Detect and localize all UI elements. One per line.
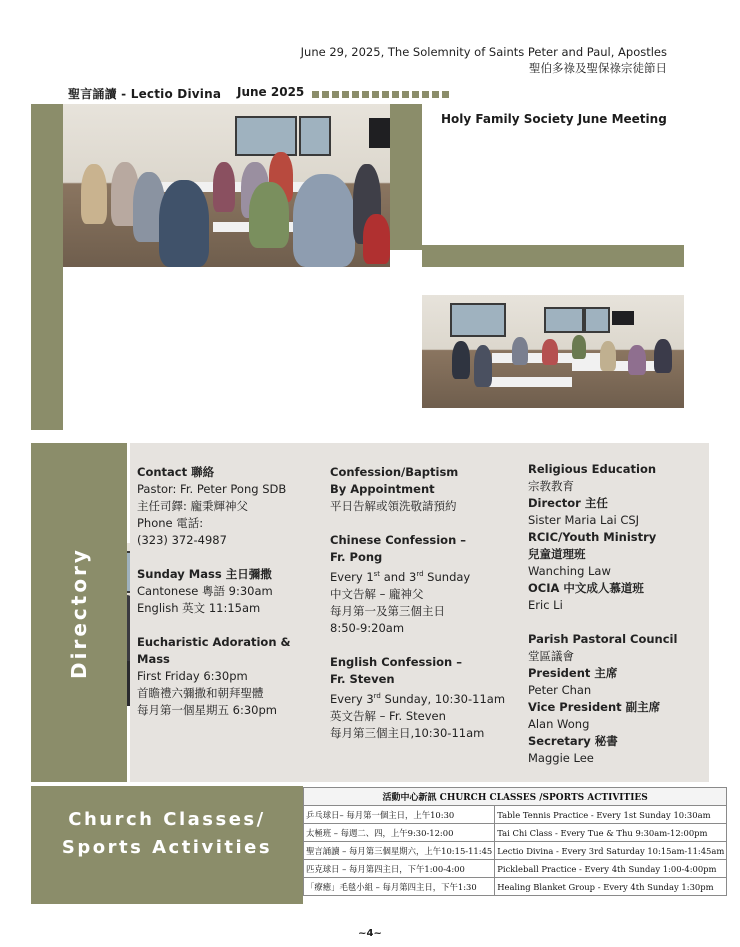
confession-title-line2: By Appointment bbox=[330, 482, 435, 496]
church-classes-heading: Church Classes/ Sports Activities bbox=[61, 809, 273, 858]
first-friday-time: First Friday 6:30pm bbox=[137, 669, 248, 683]
lectio-divina-photo bbox=[63, 104, 390, 267]
director-label: Director 主任 bbox=[528, 496, 608, 510]
chinese-confession-schedule: Every 1st and 3rd Sunday bbox=[330, 569, 471, 584]
first-friday-monthly-cn: 每月第一個星期五 6:30pm bbox=[137, 703, 277, 717]
ocia-label: OCIA 中文成人慕道班 bbox=[528, 581, 644, 595]
religious-education-cn: 宗教教育 bbox=[528, 479, 574, 493]
chinese-confession-time: 8:50-9:20am bbox=[330, 620, 405, 635]
secretary-label: Secretary 秘書 bbox=[528, 734, 618, 748]
vice-president-name: Alan Wong bbox=[528, 717, 590, 731]
english-confession-title-line1: English Confession – bbox=[330, 654, 462, 669]
activity-en: Lectio Divina - Every 3rd Saturday 10:15am-11:45am bbox=[495, 842, 727, 860]
activities-table-header: 活動中心新訊 CHURCH CLASSES /SPORTS ACTIVITIES bbox=[304, 788, 727, 806]
directory-column-confession bbox=[330, 464, 525, 742]
pastor-name: Pastor: Fr. Peter Pong SDB bbox=[137, 482, 287, 496]
rcic-label: RCIC/Youth Ministry bbox=[528, 530, 657, 544]
chinese-confession-title-line2: Fr. Pong bbox=[330, 550, 383, 564]
english-confession-cn: 英文告解 – Fr. Steven bbox=[330, 708, 446, 723]
page-number: ~4~ bbox=[358, 928, 382, 939]
president-label: President 主席 bbox=[528, 666, 618, 680]
activity-en: Pickleball Practice - Every 4th Sunday 1:00-4:00pm bbox=[495, 860, 727, 878]
ocia-name: Eric Li bbox=[528, 598, 563, 612]
activity-cn: 太極班 – 每週二、四，上午9:30-12:00 bbox=[304, 824, 495, 842]
english-confession-cn2: 每月第三個主日,10:30-11am bbox=[330, 725, 485, 740]
activities-table-wrap bbox=[303, 787, 725, 896]
english-mass-time: English 英文 11:15am bbox=[137, 601, 261, 615]
english-confession-schedule: Every 3rd Sunday, 10:30-11am bbox=[330, 691, 506, 706]
cantonese-mass-time: Cantonese 粵語 9:30am bbox=[137, 584, 273, 598]
activity-en: Healing Blanket Group - Every 4th Sunday 1:30pm bbox=[495, 878, 727, 896]
holy-family-title: Holy Family Society June Meeting bbox=[441, 112, 667, 126]
phone-number: (323) 372-4987 bbox=[137, 533, 227, 547]
confession-cn: 平日告解或領洗敬請預約 bbox=[330, 499, 457, 513]
pastor-name-cn: 主任司鐸: 龐秉輝神父 bbox=[137, 499, 249, 513]
directory-heading: Directory bbox=[67, 546, 92, 679]
contact-title: Contact 聯絡 bbox=[137, 465, 215, 479]
chinese-confession-cn: 中文告解 – 龐神父 bbox=[330, 586, 424, 601]
first-friday-cn: 首瞻禮六彌撒和朝拜聖體 bbox=[137, 686, 264, 700]
secretary-name: Maggie Lee bbox=[528, 751, 594, 765]
parish-council-cn: 堂區議會 bbox=[528, 649, 574, 663]
decorative-squares bbox=[312, 91, 449, 98]
activities-table bbox=[303, 787, 727, 896]
parish-council-title: Parish Pastoral Council bbox=[528, 632, 678, 646]
activity-cn: 聖言誦讀 – 每月第三個星期六，上午10:15-11:45 bbox=[304, 842, 495, 860]
president-name: Peter Chan bbox=[528, 683, 592, 697]
lectio-divina-month: June 2025 bbox=[237, 85, 305, 99]
holy-family-photo bbox=[422, 295, 684, 408]
issue-date-line: June 29, 2025, The Solemnity of Saints Peter and Paul, Apostles bbox=[300, 45, 667, 59]
rcic-name: Wanching Law bbox=[528, 564, 611, 578]
collage-mid-bar bbox=[390, 104, 422, 250]
phone-label: Phone 電話: bbox=[137, 516, 204, 530]
activity-cn: 匹克球日 – 每月第四主日，下午1:00-4:00 bbox=[304, 860, 495, 878]
chinese-confession-cn2: 每月第一及第三個主日 bbox=[330, 603, 445, 618]
activity-en: Tai Chi Class - Every Tue & Thu 9:30am-12:00pm bbox=[495, 824, 727, 842]
english-confession-title-line2: Fr. Steven bbox=[330, 671, 395, 686]
collage-left-bar bbox=[31, 104, 63, 430]
adoration-title: Eucharistic Adoration & Mass bbox=[137, 635, 291, 666]
chinese-confession-title-line1: Chinese Confession – bbox=[330, 533, 467, 547]
activity-cn: 乒乓球日– 每月第一個主日，上午10:30 bbox=[304, 806, 495, 824]
rcic-cn: 兒童道理班 bbox=[528, 547, 586, 561]
activity-cn: 「療癒」毛毯小組 – 每月第四主日，下午1:30 bbox=[304, 878, 495, 896]
table-row bbox=[304, 860, 727, 878]
activity-en: Table Tennis Practice - Every 1st Sunday 10:30am bbox=[495, 806, 727, 824]
table-row bbox=[304, 806, 727, 824]
director-name: Sister Maria Lai CSJ bbox=[528, 513, 640, 527]
lectio-divina-label: 聖言誦讀 - Lectio Divina bbox=[68, 87, 222, 101]
directory-column-ministries bbox=[528, 461, 708, 767]
confession-title-line1: Confession/Baptism bbox=[330, 465, 459, 479]
sunday-mass-title: Sunday Mass 主日彌撒 bbox=[137, 567, 272, 581]
religious-education-title: Religious Education bbox=[528, 462, 657, 476]
issue-date-chinese: 聖伯多祿及聖保祿宗徒節日 bbox=[529, 61, 667, 75]
directory-column-contact bbox=[137, 464, 327, 719]
table-row bbox=[304, 824, 727, 842]
table-row bbox=[304, 842, 727, 860]
collage-bottom-bar bbox=[422, 245, 684, 267]
vice-president-label: Vice President 副主席 bbox=[528, 700, 661, 714]
table-row bbox=[304, 878, 727, 896]
